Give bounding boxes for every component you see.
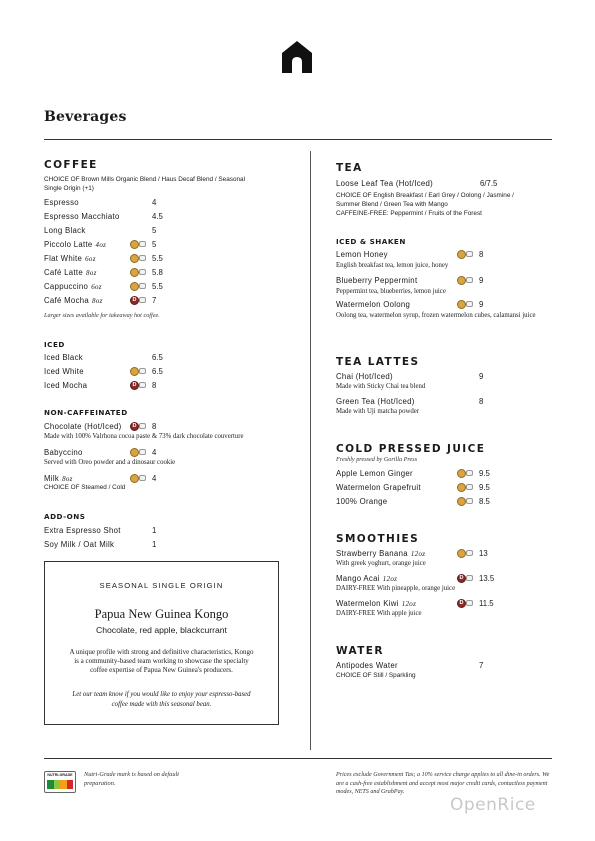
item-price: 6/7.5 [480, 179, 498, 188]
coffee-note: Larger sizes available for takeaway hot coffee. [44, 312, 160, 319]
grade-chip-icon [139, 449, 146, 455]
bottom-divider [44, 758, 552, 759]
grade-chip-icon [139, 283, 146, 289]
menu-item [336, 178, 526, 189]
nutri-grade-c-icon [457, 300, 466, 309]
item-price: 5.8 [152, 268, 163, 277]
item-price: 13 [479, 549, 488, 558]
item-label: Mango Acai [336, 574, 380, 583]
item-name: 100% Orange [336, 497, 388, 506]
item-price: 8 [479, 397, 484, 406]
grade-chip-icon [139, 255, 146, 261]
grade-chip-icon [466, 575, 473, 581]
item-size: 12oz [382, 575, 398, 583]
grade-chip-icon [139, 368, 146, 374]
nutri-grade-c-icon [130, 367, 139, 376]
menu-item [44, 239, 164, 250]
item-description: English breakfast tea, lemon juice, honey [336, 262, 449, 269]
menu-item [336, 371, 486, 382]
item-description: With greek yoghurt, orange juice [336, 560, 426, 567]
grade-chip-icon [139, 241, 146, 247]
item-price: 6.5 [152, 367, 163, 376]
item-price: 7 [152, 296, 157, 305]
grade-chip-icon [466, 550, 473, 556]
juice-subtitle: Freshly pressed by Gorilla Press [336, 456, 418, 463]
section-title-tea-lattes: TEA LATTES [336, 356, 420, 368]
item-size: 6oz [85, 255, 96, 263]
menu-item [336, 275, 486, 286]
nutri-grade-c-icon [130, 282, 139, 291]
item-name: Iced Black [44, 353, 83, 362]
menu-item [336, 482, 490, 493]
menu-item [44, 253, 164, 264]
badge-bar [67, 780, 74, 789]
nutri-grade-c-icon [457, 549, 466, 558]
item-price: 5.5 [152, 282, 163, 291]
menu-item [44, 295, 164, 306]
item-description: Made with Sticky Chai tea blend [336, 383, 426, 390]
grade-chip-icon [139, 382, 146, 388]
menu-item [336, 299, 486, 310]
item-price: 8 [152, 381, 157, 390]
grade-chip-icon [466, 470, 473, 476]
section-title-water: WATER [336, 645, 384, 657]
item-description: Peppermint tea, blueberries, lemon juice [336, 288, 446, 295]
section-title-iced: ICED [44, 340, 65, 349]
nutri-grade-badge-icon [44, 771, 76, 793]
menu-item [336, 598, 496, 609]
item-name: Chocolate (Hot/Iced) [44, 422, 122, 431]
water-choice: CHOICE OF Still / Sparkling [336, 672, 416, 679]
item-name [44, 295, 103, 307]
item-price: 5.5 [152, 254, 163, 263]
item-price: 4 [152, 198, 157, 207]
menu-item [336, 548, 496, 559]
grade-chip-icon [466, 251, 473, 257]
seasonal-kicker: SEASONAL SINGLE ORIGIN [99, 581, 224, 590]
menu-item [336, 496, 490, 507]
item-price: 8 [479, 250, 484, 259]
top-divider [44, 139, 552, 140]
nutri-grade-d-icon: D [130, 381, 139, 390]
nutri-grade-c-icon [457, 483, 466, 492]
item-size: 6oz [91, 283, 102, 291]
nutri-grade-c-icon [457, 250, 466, 259]
item-price: 5 [152, 240, 157, 249]
menu-item [44, 352, 164, 363]
tea-choice: CHOICE OF English Breakfast / Earl Grey / Oolong / Jasmine / Summer Blend / Green Tea with Mango [336, 192, 514, 208]
pricing-note: Prices exclude Government Tax; a 10% service charge applies to all dine-in orders. We are a cash-free establishment and accept most major credit cards, contactless payment modes, NETS and GrabPay. [336, 772, 550, 795]
item-label: Milk [44, 474, 60, 483]
item-name: Watermelon Grapefruit [336, 483, 421, 492]
seasonal-note: Let our team know if you would like to enjoy your espresso-based coffee made with this seasonal bean. [72, 691, 251, 708]
seasonal-tasting-notes: Chocolate, red apple, blackcurrant [96, 625, 227, 635]
item-label: Flat White [44, 254, 83, 263]
item-name: Apple Lemon Ginger [336, 469, 413, 478]
menu-item [336, 396, 486, 407]
house-logo-icon [281, 40, 313, 74]
item-price: 9 [479, 300, 484, 309]
nutri-grade-d-icon: D [457, 599, 466, 608]
section-title-coffee: COFFEE [44, 159, 98, 171]
page-title: Beverages [44, 109, 127, 125]
item-description: Made with Uji matcha powder [336, 408, 420, 415]
nutri-grade-d-icon: D [457, 574, 466, 583]
seasonal-origin-box [44, 561, 279, 725]
item-price: 9 [479, 276, 484, 285]
item-price: 9 [479, 372, 484, 381]
section-title-non-caffeinated: NON-CAFFEINATED [44, 408, 128, 417]
menu-item [44, 281, 164, 292]
item-label: Piccolo Latte [44, 240, 93, 249]
nutri-grade-c-icon [130, 240, 139, 249]
section-title-addons: ADD-ONS [44, 512, 86, 521]
grade-chip-icon [466, 484, 473, 490]
nutri-grade-c-icon [130, 474, 139, 483]
grade-chip-icon [139, 423, 146, 429]
grade-chip-icon [139, 475, 146, 481]
item-name: Loose Leaf Tea (Hot/Iced) [336, 179, 434, 188]
section-title-smoothies: SMOOTHIES [336, 533, 420, 545]
section-title-tea: TEA [336, 162, 363, 174]
grade-chip-icon [466, 498, 473, 504]
item-price: 9.5 [479, 469, 490, 478]
item-size: 4oz [95, 241, 107, 249]
section-title-iced-shaken: ICED & SHAKEN [336, 237, 406, 246]
nutri-grade-c-icon [130, 254, 139, 263]
menu-item [44, 539, 164, 550]
item-price: 13.5 [479, 574, 495, 583]
item-description: Made with 100% Valrhona cocoa paste & 73% dark chocolate couverture [44, 433, 244, 440]
item-description: Served with Oreo powder and a dinosaur cookie [44, 459, 176, 466]
item-price: 11.5 [479, 599, 494, 608]
grade-chip-icon [466, 600, 473, 606]
grade-chip-icon [139, 269, 146, 275]
item-name [44, 267, 97, 279]
item-name: Green Tea (Hot/Iced) [336, 397, 415, 406]
nutri-grade-c-icon [457, 497, 466, 506]
item-price: 8.5 [479, 497, 490, 506]
item-price: 1 [152, 540, 157, 549]
menu-item [336, 468, 490, 479]
item-name: Extra Espresso Shot [44, 526, 121, 535]
item-name: Blueberry Peppermint [336, 276, 418, 285]
menu-item [336, 660, 486, 671]
item-size: 8oz [85, 269, 97, 277]
item-price: 6.5 [152, 353, 163, 362]
item-label: Café Mocha [44, 296, 90, 305]
nutri-grade-note: Nutri-Grade mark is based on default preparation. [84, 771, 179, 787]
item-price: 4 [152, 474, 157, 483]
item-name: Chai (Hot/Iced) [336, 372, 393, 381]
item-label: Watermelon Kiwi [336, 599, 399, 608]
menu-item [44, 366, 164, 377]
menu-item [44, 447, 164, 458]
item-price: 5 [152, 226, 157, 235]
seasonal-bean-name: Papua New Guinea Kongo [94, 607, 229, 621]
item-price: 7 [479, 661, 484, 670]
item-price: 4.5 [152, 212, 163, 221]
menu-item [44, 473, 164, 484]
badge-bars [47, 780, 73, 789]
column-divider [310, 151, 311, 750]
item-description: DAIRY-FREE With apple juice [336, 610, 422, 617]
menu-item [336, 573, 496, 584]
item-label: Café Latte [44, 268, 83, 277]
grade-chip-icon [139, 297, 146, 303]
menu-item [44, 525, 164, 536]
section-title-cold-pressed-juice: COLD PRESSED JUICE [336, 443, 486, 455]
menu-item [44, 225, 164, 236]
item-size: 12oz [401, 600, 417, 608]
nutri-grade-c-icon [130, 448, 139, 457]
item-size: 8oz [62, 475, 73, 483]
tea-caffeine-free: CAFFEINE-FREE: Peppermint / Fruits of the Forest [336, 210, 482, 217]
item-name: Antipodes Water [336, 661, 398, 670]
nutri-grade-d-icon: D [130, 422, 139, 431]
grade-chip-icon [466, 277, 473, 283]
item-price: 1 [152, 526, 157, 535]
item-price: 8 [152, 422, 157, 431]
openrice-watermark: OpenRice [450, 795, 536, 815]
item-name: Long Black [44, 226, 86, 235]
item-name [44, 239, 106, 251]
menu-item [336, 249, 486, 260]
item-name: Iced Mocha [44, 381, 88, 390]
item-name [44, 253, 96, 265]
nutri-grade-c-icon [457, 276, 466, 285]
grade-chip-icon [466, 301, 473, 307]
item-description: CHOICE OF Steamed / Cold [44, 484, 126, 491]
item-description: DAIRY-FREE With pineapple, orange juice [336, 585, 456, 592]
item-name [44, 281, 102, 293]
item-name: Watermelon Oolong [336, 300, 411, 309]
nutri-grade-c-icon [130, 268, 139, 277]
item-price: 9.5 [479, 483, 490, 492]
nutri-grade-d-icon: D [130, 296, 139, 305]
seasonal-description: A unique profile with strong and definitive characteristics, Kongo is a community-based team working to showcase the specialty coffee expertise of Papua New Guinea's producers. [69, 648, 254, 674]
item-name: Espresso Macchiato [44, 212, 120, 221]
item-name: Babyccino [44, 448, 83, 457]
item-name: Iced White [44, 367, 84, 376]
item-name: Espresso [44, 198, 79, 207]
item-name: Soy Milk / Oat Milk [44, 540, 115, 549]
coffee-choice: CHOICE OF Brown Mills Organic Blend / Haus Decaf Blend / Seasonal Single Origin (+1) [44, 176, 246, 192]
item-size: 8oz [92, 297, 103, 305]
item-label: Strawberry Banana [336, 549, 408, 558]
menu-item [44, 211, 164, 222]
menu-item [44, 421, 164, 432]
menu-item [44, 380, 164, 391]
item-description: Oolong tea, watermelon syrup, frozen watermelon cubes, calamansi juice [336, 312, 536, 319]
item-name: Lemon Honey [336, 250, 388, 259]
item-label: Cappuccino [44, 282, 89, 291]
menu-item [44, 267, 164, 278]
item-price: 4 [152, 448, 157, 457]
item-size: 12oz [410, 550, 426, 558]
menu-item [44, 197, 164, 208]
badge-heading: NUTRI-GRADE [47, 773, 73, 777]
nutri-grade-c-icon [457, 469, 466, 478]
